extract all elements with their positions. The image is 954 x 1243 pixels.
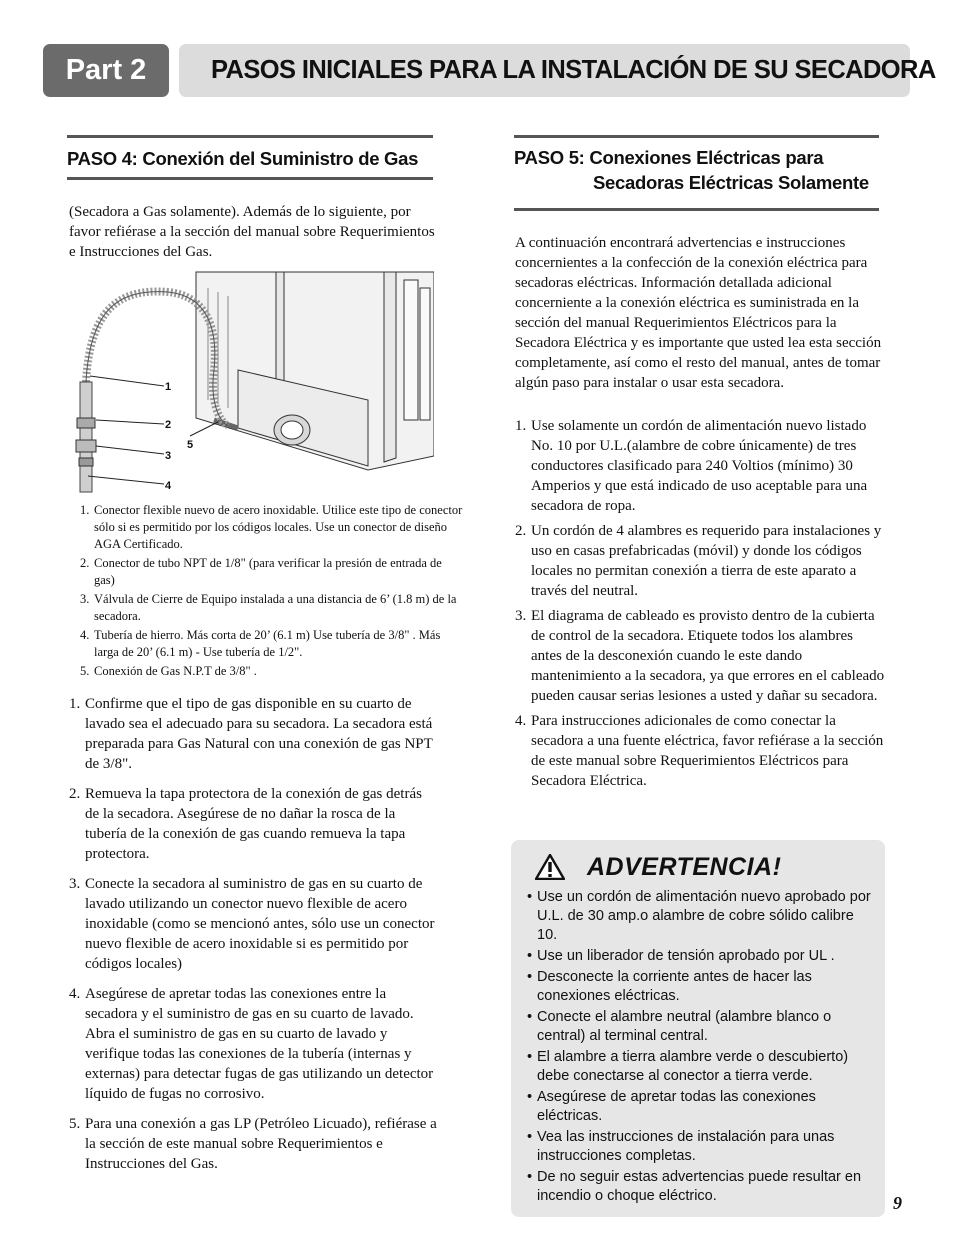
list-item: 4. Para instrucciones adicionales de como conectar la secadora a una fuente eléctrica, favor refiérase a la sección de este manual sobre Requerimientos Eléctricos para Secadora Eléctrica. xyxy=(515,713,884,789)
step4-intro: (Secadora a Gas solamente). Además de lo siguiente, por favor refiérase a la sección del manual sobre Requerimientos e Instrucciones del Gas. xyxy=(69,204,435,260)
warning-box xyxy=(511,840,885,1217)
page-number: 9 xyxy=(893,1193,902,1213)
step5-instructions xyxy=(515,416,885,796)
caption-item: 3. Válvula de Cierre de Equipo instalada a una distancia de 6’ (1.8 m) de la secadora. xyxy=(80,592,457,623)
caption-item: 1. Conector flexible nuevo de acero inoxidable. Utilice este tipo de conector sólo si es permitido por los códigos locales. Use un conector de diseño AGA Certificado. xyxy=(80,503,463,551)
warning-item: • Use un liberador de tensión aprobado por UL . xyxy=(527,948,835,964)
warning-title: ADVERTENCIA! xyxy=(587,853,782,881)
callout-1: 1 xyxy=(165,381,172,393)
callout-4: 4 xyxy=(165,480,172,492)
dryer-gas-illustration xyxy=(68,270,434,496)
warning-item: • El alambre a tierra alambre verde o descubierto) debe conectarse al conector a tierra verde. xyxy=(527,1049,849,1084)
list-item: 4. Asegúrese de apretar todas las conexiones entre la secadora y el suministro de gas en su cuarto de lavado. Abra el suministro de gas en su cuarto de lavado y verifique todas las conexiones de la tubería (internas y externas) para detectar fugas de gas utilizando un detector líquido de fugas no corrosivo. xyxy=(69,986,434,1102)
list-item: 2. Remueva la tapa protectora de la conexión de gas detrás de la secadora. Asegúrese de no dañar la rosca de la tubería de la conexión de gas cuando remueva la tapa protectora. xyxy=(69,786,422,862)
callout-3: 3 xyxy=(165,450,172,462)
step5-heading-line1: PASO 5: Conexiones Eléctricas para xyxy=(514,147,824,168)
warning-triangle-icon xyxy=(535,854,565,880)
list-item: 2. Un cordón de 4 alambres es requerido para instalaciones y uso en casas prefabricadas (móvil) y donde los códigos locales no permitan conexión a tierra de este aparato a través del neutral. xyxy=(515,523,882,599)
list-item: 1. Use solamente un cordón de alimentación nuevo listado No. 10 por U.L.(alambre de cobre únicamente) de tres conductores clasificado para 240 Voltios (mínimo) 30 Amperios y que está indicado de uso aceptable para una secadora de ropa. xyxy=(515,418,868,514)
caption-item: 5. Conexión de Gas N.P.T de 3/8" . xyxy=(80,664,257,678)
list-item: 3. El diagrama de cableado es provisto dentro de la cubierta de control de la secadora. Etiquete todos los alambres antes de la desconexión cuando le este dando mantenimiento a la secadora, ya que errores en el cableado pueden causar serias lesiones a usted y dañar su secadora. xyxy=(515,608,885,704)
list-item: 5. Para una conexión a gas LP (Petróleo Licuado), refiérase a la sección de este manual sobre Requerimientos e Instrucciones del Gas. xyxy=(69,1116,437,1172)
callout-2: 2 xyxy=(165,419,172,431)
warning-heading xyxy=(535,850,865,884)
warning-item: • Desconecte la corriente antes de hacer las conexiones eléctricas. xyxy=(527,969,812,1004)
figure-caption-list xyxy=(80,502,465,682)
step4-instructions xyxy=(69,694,439,1184)
callout-5: 5 xyxy=(187,439,194,451)
step4-heading: PASO 4: Conexión del Suministro de Gas xyxy=(67,135,433,180)
warning-item: • De no seguir estas advertencias puede resultar en incendio o choque eléctrico. xyxy=(527,1169,862,1204)
step5-heading-line2: Secadoras Eléctricas Solamente xyxy=(593,172,869,193)
part-label: Part 2 xyxy=(43,44,169,97)
warning-item: • Vea las instrucciones de instalación para unas instrucciones completas. xyxy=(527,1129,835,1164)
list-item: 3. Conecte la secadora al suministro de gas en su cuarto de lavado utilizando un conector nuevo flexible de acero inoxidable (como se mencionó antes, sólo use un conector nuevo flexible de acero inoxidable si es permitido por códigos locales) xyxy=(69,876,435,972)
caption-item: 2. Conector de tubo NPT de 1/8" (para verificar la presión de entrada de gas) xyxy=(80,556,442,587)
warning-item: • Conecte el alambre neutral (alambre blanco o central) al terminal central. xyxy=(527,1009,832,1044)
warning-item: • Asegúrese de apretar todas las conexiones eléctricas. xyxy=(527,1089,816,1124)
caption-item: 4. Tubería de hierro. Más corta de 20’ (6.1 m) Use tubería de 3/8" . Más larga de 20’ (6.1 m) - Use tubería de 1/2". xyxy=(80,628,441,659)
warning-item: • Use un cordón de alimentación nuevo aprobado por U.L. de 30 amp.o alambre de cobre sólido calibre 10. xyxy=(527,889,871,943)
page-title: PASOS INICIALES PARA LA INSTALACIÓN DE SU SECADORA xyxy=(179,44,910,97)
gas-connection-figure xyxy=(68,270,434,496)
warning-list xyxy=(527,888,877,1208)
step5-heading xyxy=(514,135,879,211)
list-item: 1. Confirme que el tipo de gas disponible en su cuarto de lavado sea el adecuado para su secadora. La secadora está preparada para Gas Natural con una conexión de gas NPT de 3/8". xyxy=(69,696,433,772)
step5-intro: A continuación encontrará advertencias e instrucciones concernientes a la confección de la conexión eléctrica para secadoras eléctricas. Información detallada adicional concerniente a la conexión eléctrica es suministrada en la sección del manual Requerimientos Eléctricos para la Secadora Eléctrica y es importante que usted lea esta sección completamente, así como el resto del manual, antes de tomar algún paso para instalar o usar esta secadora. xyxy=(515,235,882,391)
